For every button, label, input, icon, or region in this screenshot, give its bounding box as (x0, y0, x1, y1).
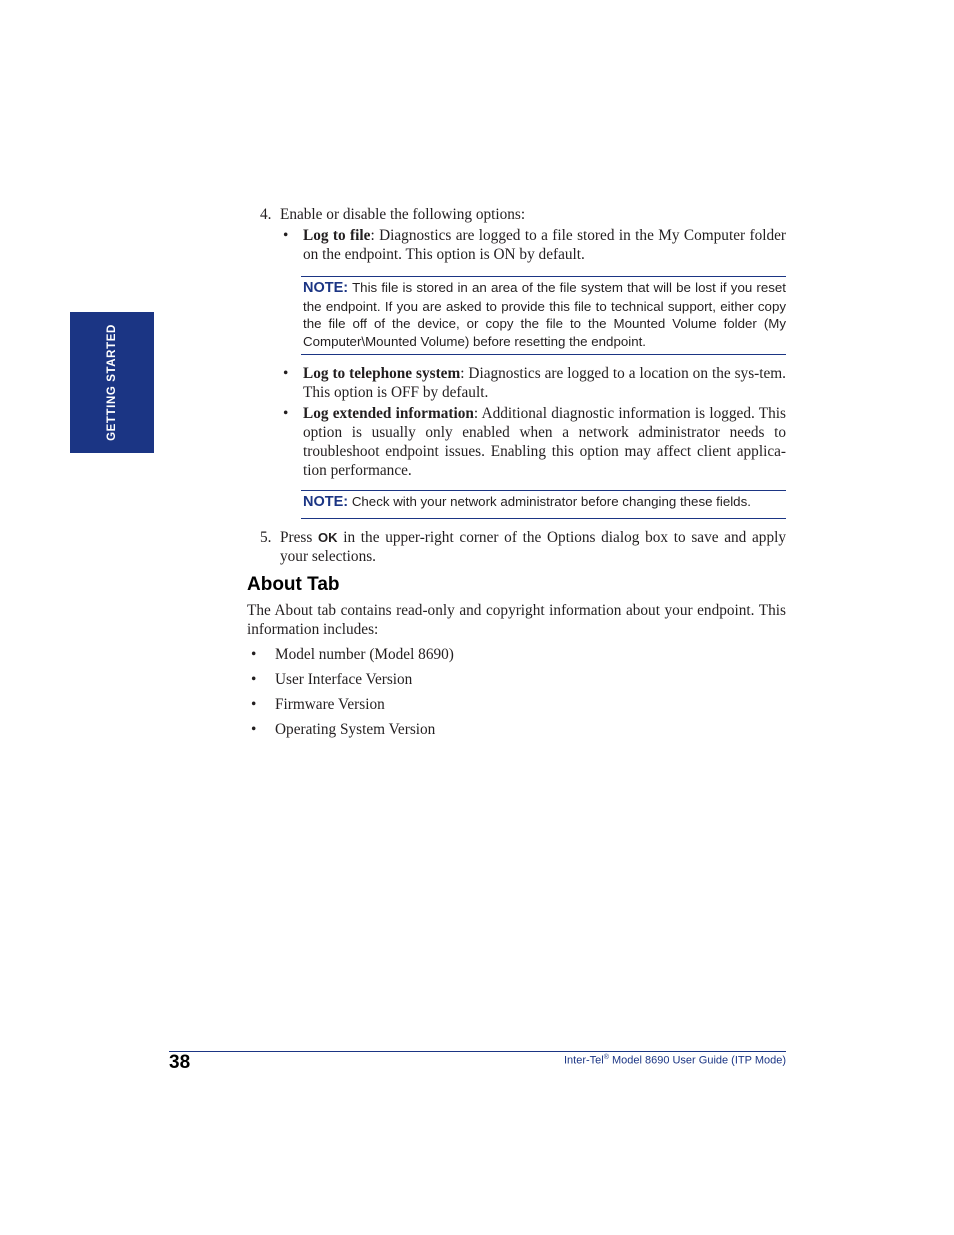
step-text: Enable or disable the following options: (280, 206, 526, 223)
option-term: Log extended information (303, 405, 474, 422)
bullet-icon: • (283, 365, 289, 382)
step-text-before: Press (280, 529, 318, 546)
footer-divider (169, 1051, 786, 1052)
list-item-text: Firmware Version (275, 696, 385, 713)
page-number: 38 (169, 1052, 191, 1073)
bullet-icon: • (283, 227, 289, 244)
bullet-icon: • (251, 696, 257, 713)
bullet-icon: • (283, 405, 289, 422)
note-box (301, 276, 786, 355)
list-item-text: User Interface Version (275, 671, 413, 688)
footer-title (564, 1054, 786, 1067)
option-description: : Additional diagnostic information is logged. This option is usually only enabled when a network administrator needs to troubleshoot endpoint issues. Enabling this option may affect client applica-tion performance. (303, 405, 786, 479)
side-tab-label: GETTING STARTED (106, 324, 118, 441)
note-text: This file is stored in an area of the file system that will be lost if you reset the endpoint. If you are asked to provide this file to technical support, either copy the file off of the device, or copy the file to the Mounted Volume folder (My Computer\Mounted Volume) before resetting the endpoint. (303, 280, 786, 349)
list-item-text: Operating System Version (275, 721, 436, 738)
about-intro: The About tab contains read-only and copyright information about your endpoint. This information includes: (247, 602, 786, 638)
list-item-text: Model number (Model 8690) (275, 646, 454, 663)
option-description: : Diagnostics are logged to a location on the sys-tem. This option is OFF by default. (303, 365, 787, 401)
bullet-icon: • (251, 671, 257, 688)
registered-mark: ® (603, 1054, 609, 1061)
step-number: 4. (260, 206, 272, 223)
note-label: NOTE: (303, 494, 349, 510)
note-label: NOTE: (303, 280, 349, 296)
section-side-tab (70, 312, 154, 453)
option-description: : Diagnostics are logged to a file stored in the My Computer folder on the endpoint. This option is ON by default. (303, 227, 787, 263)
footer-brand: Inter-Tel (563, 1054, 604, 1067)
step-text-after: in the upper-right corner of the Options dialog box to save and apply your selections. (280, 529, 786, 565)
note-box (301, 490, 786, 519)
bullet-icon: • (251, 646, 257, 663)
note-text: Check with your network administrator before changing these fields. (351, 494, 751, 509)
bullet-icon: • (251, 721, 257, 738)
footer-title-text: Model 8690 User Guide (ITP Mode) (608, 1054, 786, 1067)
step-number: 5. (260, 529, 272, 546)
section-heading: About Tab (247, 574, 340, 595)
option-term: Log to telephone system (303, 365, 461, 382)
option-term: Log to file (303, 227, 371, 244)
ok-key-label: OK (318, 530, 338, 545)
